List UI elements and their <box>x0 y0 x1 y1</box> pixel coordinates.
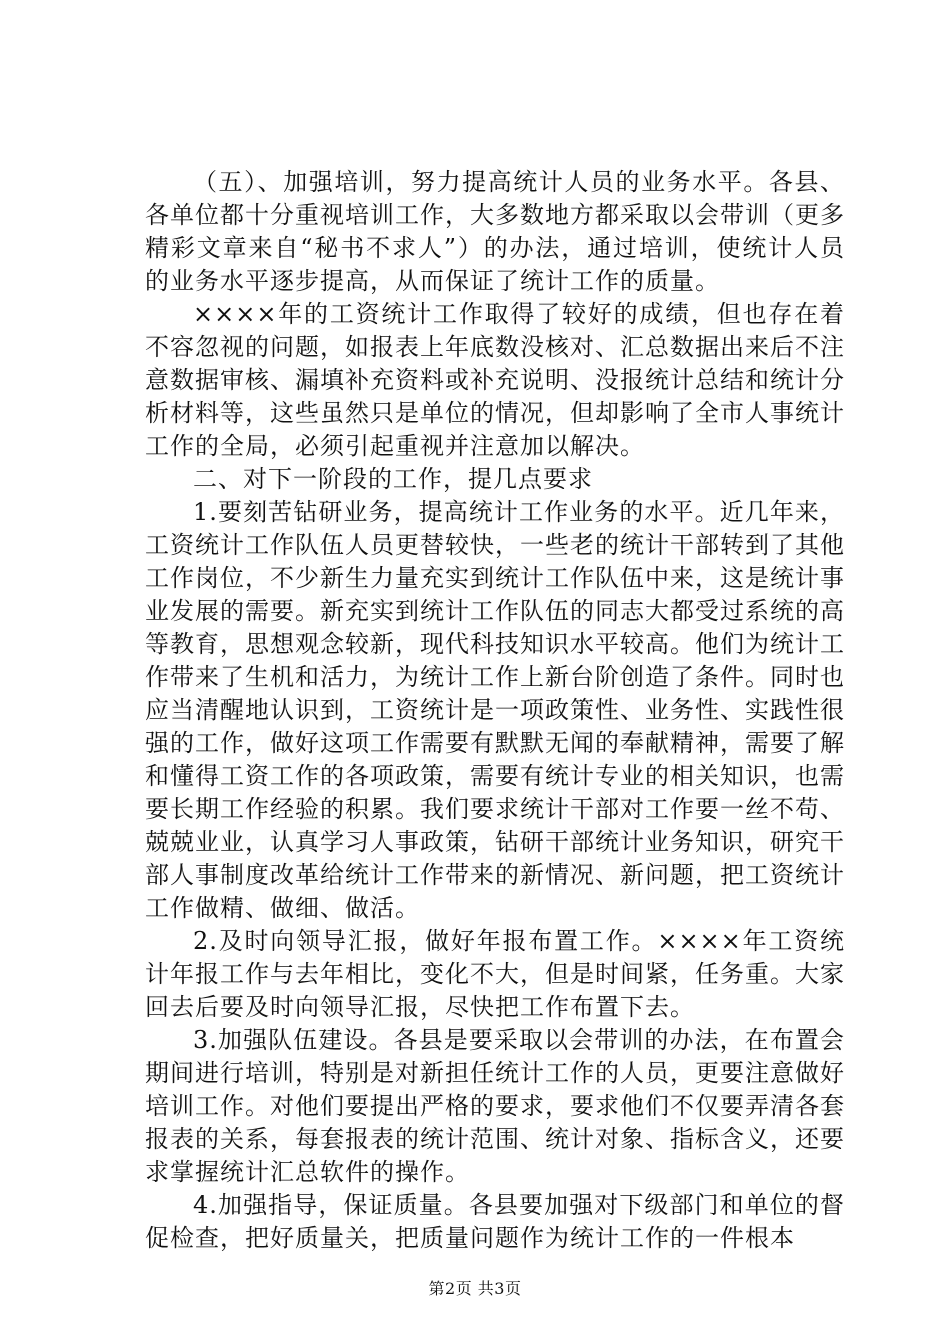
paragraph-item-3: 3.加强队伍建设。各县是要采取以会带训的办法，在布置会期间进行培训，特别是对新担任统计工作的人员，更要注意做好培训工作。对他们要提出严格的要求，要求他们不仅要弄清各套报表的关系，每套报表的统计范围、统计对象、指标含义，还要求掌握统计汇总软件的操作。 <box>145 1026 845 1186</box>
document-body <box>145 166 845 1255</box>
paragraph-item-2: 2.及时向领导汇报，做好年报布置工作。××××年工资统计年报工作与去年相比，变化不大，但是时间紧，任务重。大家回去后要及时向领导汇报，尽快把工作布置下去。 <box>145 927 845 1021</box>
section-heading-requirements: 二、对下一阶段的工作，提几点要求 <box>193 465 593 493</box>
paragraph-training: （五）、加强培训，努力提高统计人员的业务水平。各县、各单位都十分重视培训工作，大多数地方都采取以会带训（更多精彩文章来自“秘书不求人”）的办法，通过培训，使统计人员的业务水平逐步提高，从而保证了统计工作的质量。 <box>145 168 845 295</box>
paragraph-problems: ××××年的工资统计工作取得了较好的成绩，但也存在着不容忽视的问题，如报表上年底数没核对、汇总数据出来后不注意数据审核、漏填补充资料或补充说明、没报统计总结和统计分析材料等，这些虽然只是单位的情况，但却影响了全市人事统计工作的全局，必须引起重视并注意加以解决。 <box>145 300 845 460</box>
paragraph-item-1: 1.要刻苦钻研业务，提高统计工作业务的水平。近几年来，工资统计工作队伍人员更替较快，一些老的统计干部转到了其他工作岗位，不少新生力量充实到统计工作队伍中来，这是统计事业发展的需要。新充实到统计工作队伍的同志大都受过系统的高等教育，思想观念较新，现代科技知识水平较高。他们为统计工作带来了生机和活力，为统计工作上新台阶创造了条件。同时也应当清醒地认识到，工资统计是一项政策性、业务性、实践性很强的工作，做好这项工作需要有默默无闻的奉献精神，需要了解和懂得工资工作的各项政策，需要有统计专业的相关知识，也需要长期工作经验的积累。我们要求统计干部对工作要一丝不苟、兢兢业业，认真学习人事政策，钻研干部统计业务知识，研究干部人事制度改革给统计工作带来的新情况、新问题，把工资统计工作做精、做细、做活。 <box>145 498 845 922</box>
paragraph-item-4: 4.加强指导，保证质量。各县要加强对下级部门和单位的督促检查，把好质量关，把质量问题作为统计工作的一件根本 <box>145 1191 845 1252</box>
page-footer: 第2页 共3页 <box>428 1279 522 1298</box>
